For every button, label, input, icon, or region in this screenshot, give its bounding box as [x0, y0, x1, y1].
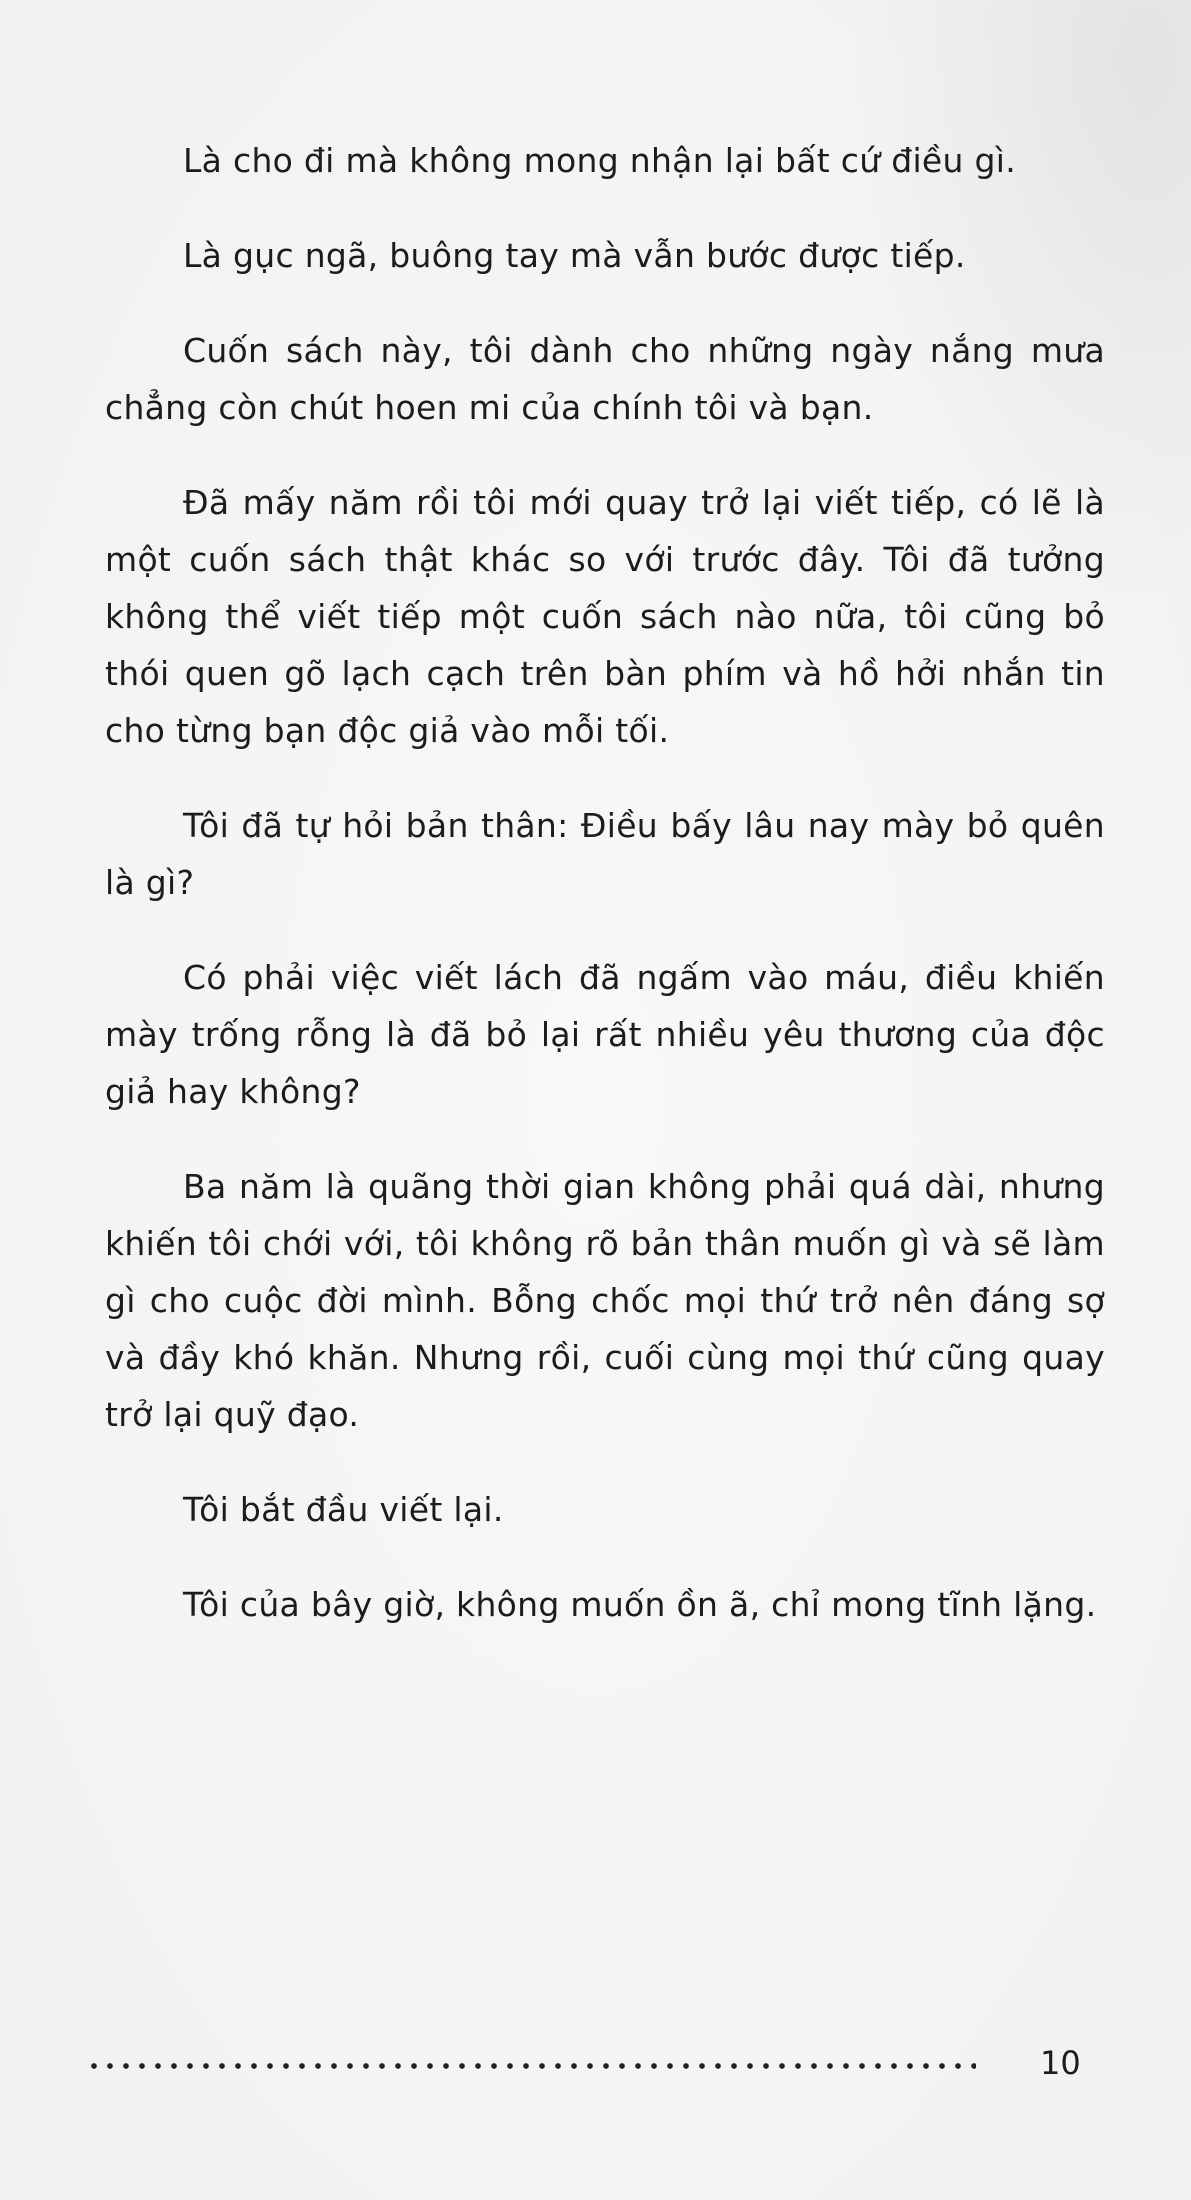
paragraph-2: Là gục ngã, buông tay mà vẫn bước được tiếp.: [183, 236, 966, 275]
paragraph-4: Đã mấy năm rồi tôi mới quay trở lại viết tiếp, có lẽ là một cuốn sách thật khác so với trước đây. Tôi đã tưởng không thể viết tiếp một cuốn sách nào nữa, tôi cũng bỏ thói quen gõ lạch cạch trên bàn phím và hồ hởi nhắn tin cho từng bạn độc giả vào mỗi tối.: [105, 483, 1105, 750]
footer-dotted-rule: [86, 2062, 976, 2070]
paragraph-7: Ba năm là quãng thời gian không phải quá dài, nhưng khiến tôi chới với, tôi không rõ bản thân muốn gì và sẽ làm gì cho cuộc đời mình. Bỗng chốc mọi thứ trở nên đáng sợ và đầy khó khăn. Nhưng rồi, cuối cùng mọi thứ cũng quay trở lại quỹ đạo.: [105, 1167, 1105, 1434]
paragraph-1: Là cho đi mà không mong nhận lại bất cứ điều gì.: [183, 141, 1017, 180]
paragraph-9: Tôi của bây giờ, không muốn ồn ã, chỉ mong tĩnh lặng.: [183, 1585, 1097, 1624]
paragraph-5: Tôi đã tự hỏi bản thân: Điều bấy lâu nay mày bỏ quên là gì?: [105, 806, 1105, 902]
paragraph-8: Tôi bắt đầu viết lại.: [183, 1490, 504, 1529]
page-number: 10: [1040, 2044, 1081, 2082]
body-text: [105, 132, 1105, 1671]
paragraph-6: Có phải việc viết lách đã ngấm vào máu, điều khiến mày trống rỗng là đã bỏ lại rất nhiều yêu thương của độc giả hay không?: [105, 958, 1105, 1111]
paragraph-3: Cuốn sách này, tôi dành cho những ngày nắng mưa chẳng còn chút hoen mi của chính tôi và bạn.: [105, 331, 1105, 427]
